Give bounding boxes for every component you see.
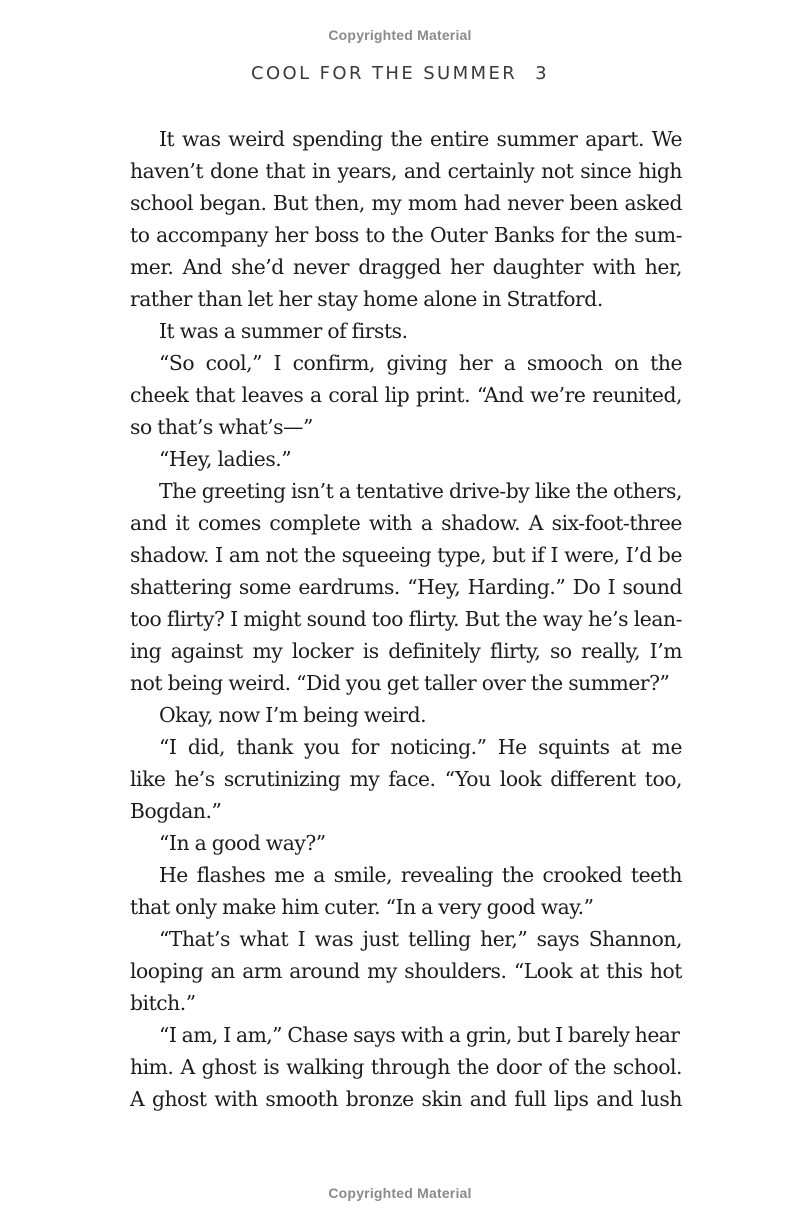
text-line: It was weird spending the entire summer apart. We bbox=[159, 127, 682, 151]
book-title: COOL FOR THE SUMMER bbox=[250, 63, 518, 84]
text-line: Bogdan.” bbox=[130, 799, 222, 823]
text-line: looping an arm around my shoulders. “Look at this hot bbox=[130, 959, 682, 983]
text-line: “In a good way?” bbox=[159, 831, 326, 855]
running-head bbox=[0, 63, 800, 84]
copyright-watermark-top: Copyrighted Material bbox=[328, 27, 472, 43]
text-line: too flirty? I might sound too flirty. But the way he’s lean- bbox=[130, 607, 682, 631]
text-line: like he’s scrutinizing my face. “You look different too, bbox=[130, 767, 682, 791]
text-line: to accompany her boss to the Outer Banks for the sum- bbox=[130, 223, 682, 247]
text-line: The greeting isn’t a tentative drive-by like the others, bbox=[159, 479, 682, 503]
text-line: and it comes complete with a shadow. A six-foot-three bbox=[130, 511, 682, 535]
text-line: mer. And she’d never dragged her daughter with her, bbox=[130, 255, 682, 279]
text-line: ing against my locker is definitely flirty, so really, I’m bbox=[130, 639, 682, 663]
text-line: not being weird. “Did you get taller over the summer?” bbox=[130, 671, 670, 695]
text-line: haven’t done that in years, and certainly not since high bbox=[130, 159, 682, 183]
page-number: 3 bbox=[535, 63, 550, 84]
text-line: that only make him cuter. “In a very good way.” bbox=[130, 895, 594, 919]
text-line: “Hey, ladies.” bbox=[159, 447, 292, 471]
text-line: “So cool,” I confirm, giving her a smooch on the bbox=[159, 351, 682, 375]
text-line: so that’s what’s—” bbox=[130, 415, 313, 439]
text-line: Okay, now I’m being weird. bbox=[159, 703, 427, 727]
text-line: shattering some eardrums. “Hey, Harding.” Do I sound bbox=[130, 575, 682, 599]
text-line: “I am, I am,” Chase says with a grin, but I barely hear bbox=[159, 1023, 680, 1047]
text-line: A ghost with smooth bronze skin and full lips and lush bbox=[130, 1087, 682, 1111]
body-text bbox=[130, 123, 682, 1115]
text-line: school began. But then, my mom had never been asked bbox=[130, 191, 682, 215]
copyright-watermark-bottom: Copyrighted Material bbox=[328, 1185, 472, 1201]
text-line: him. A ghost is walking through the door of the school. bbox=[130, 1055, 682, 1079]
text-line: rather than let her stay home alone in Stratford. bbox=[130, 287, 603, 311]
text-line: “That’s what I was just telling her,” says Shannon, bbox=[159, 927, 682, 951]
text-line: bitch.” bbox=[130, 991, 196, 1015]
text-line: He flashes me a smile, revealing the crooked teeth bbox=[159, 863, 682, 887]
text-line: shadow. I am not the squeeing type, but if I were, I’d be bbox=[130, 543, 682, 567]
text-line: It was a summer of firsts. bbox=[159, 319, 408, 343]
text-line: “I did, thank you for noticing.” He squints at me bbox=[159, 735, 682, 759]
text-line: cheek that leaves a coral lip print. “And we’re reunited, bbox=[130, 383, 682, 407]
